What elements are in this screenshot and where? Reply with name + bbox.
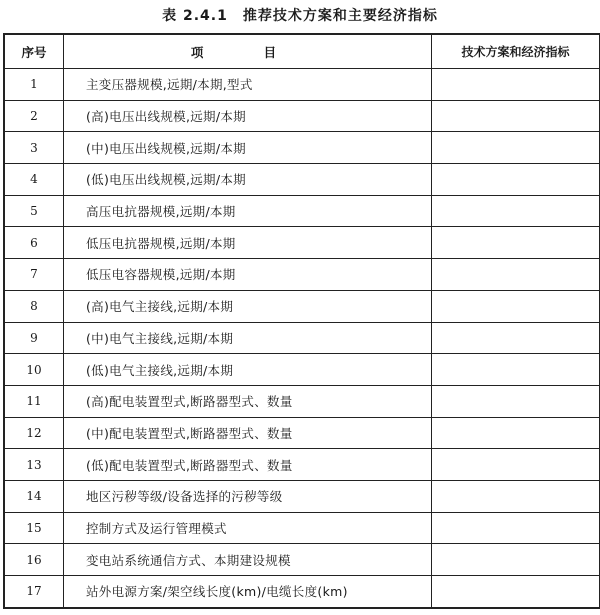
row-indicator-cell [432, 354, 600, 386]
row-item-text: 地区污秽等级/设备选择的污秽等级 [64, 480, 432, 512]
row-indicator-cell [432, 227, 600, 259]
row-serial-number: 2 [4, 100, 64, 132]
row-indicator-cell [432, 449, 600, 481]
row-serial-number: 9 [4, 322, 64, 354]
row-serial-number: 7 [4, 259, 64, 291]
row-indicator-cell [432, 195, 600, 227]
table-row [4, 259, 600, 291]
table-row [4, 290, 600, 322]
table-row [4, 417, 600, 449]
row-indicator-cell [432, 576, 600, 608]
row-serial-number: 15 [4, 512, 64, 544]
table-row [4, 449, 600, 481]
row-serial-number: 5 [4, 195, 64, 227]
row-serial-number: 10 [4, 354, 64, 386]
row-item-text: 控制方式及运行管理模式 [64, 512, 432, 544]
row-item-text: (中)配电装置型式,断路器型式、数量 [64, 417, 432, 449]
row-item-text: 低压电抗器规模,远期/本期 [64, 227, 432, 259]
table-caption: 表 2.4.1 推荐技术方案和主要经济指标 [162, 8, 438, 24]
row-item-text: (低)电气主接线,远期/本期 [64, 354, 432, 386]
row-indicator-cell [432, 544, 600, 576]
row-item-text: (低)配电装置型式,断路器型式、数量 [64, 449, 432, 481]
row-serial-number: 12 [4, 417, 64, 449]
table-row [4, 385, 600, 417]
row-item-text: 高压电抗器规模,远期/本期 [64, 195, 432, 227]
table-row [4, 69, 600, 101]
header-serial-number: 序号 [4, 34, 64, 69]
row-serial-number: 13 [4, 449, 64, 481]
header-technical-economic-indicator: 技术方案和经济指标 [432, 34, 600, 69]
table-row [4, 227, 600, 259]
table-header-row [4, 34, 600, 69]
row-indicator-cell [432, 164, 600, 196]
table-row [4, 512, 600, 544]
row-indicator-cell [432, 385, 600, 417]
table-row [4, 132, 600, 164]
row-serial-number: 17 [4, 576, 64, 608]
row-serial-number: 6 [4, 227, 64, 259]
row-serial-number: 8 [4, 290, 64, 322]
row-item-text: 站外电源方案/架空线长度(km)/电缆长度(km) [64, 576, 432, 608]
indicators-table [3, 33, 600, 609]
row-indicator-cell [432, 290, 600, 322]
table-row [4, 100, 600, 132]
row-serial-number: 14 [4, 480, 64, 512]
row-item-text: 变电站系统通信方式、本期建设规模 [64, 544, 432, 576]
table-body [4, 69, 600, 608]
header-item: 项 目 [64, 34, 432, 69]
row-serial-number: 3 [4, 132, 64, 164]
row-indicator-cell [432, 322, 600, 354]
row-item-text: (高)电气主接线,远期/本期 [64, 290, 432, 322]
table-row [4, 322, 600, 354]
table-row [4, 354, 600, 386]
table-row [4, 164, 600, 196]
row-indicator-cell [432, 259, 600, 291]
row-indicator-cell [432, 100, 600, 132]
table-row [4, 195, 600, 227]
table-row [4, 544, 600, 576]
row-item-text: 主变压器规模,远期/本期,型式 [64, 69, 432, 101]
row-indicator-cell [432, 417, 600, 449]
table-row [4, 480, 600, 512]
table-row [4, 576, 600, 608]
row-indicator-cell [432, 480, 600, 512]
row-item-text: (高)配电装置型式,断路器型式、数量 [64, 385, 432, 417]
row-serial-number: 4 [4, 164, 64, 196]
row-serial-number: 1 [4, 69, 64, 101]
row-indicator-cell [432, 69, 600, 101]
row-item-text: 低压电容器规模,远期/本期 [64, 259, 432, 291]
row-item-text: (高)电压出线规模,远期/本期 [64, 100, 432, 132]
row-indicator-cell [432, 512, 600, 544]
row-serial-number: 11 [4, 385, 64, 417]
row-item-text: (中)电气主接线,远期/本期 [64, 322, 432, 354]
row-serial-number: 16 [4, 544, 64, 576]
row-indicator-cell [432, 132, 600, 164]
row-item-text: (中)电压出线规模,远期/本期 [64, 132, 432, 164]
row-item-text: (低)电压出线规模,远期/本期 [64, 164, 432, 196]
